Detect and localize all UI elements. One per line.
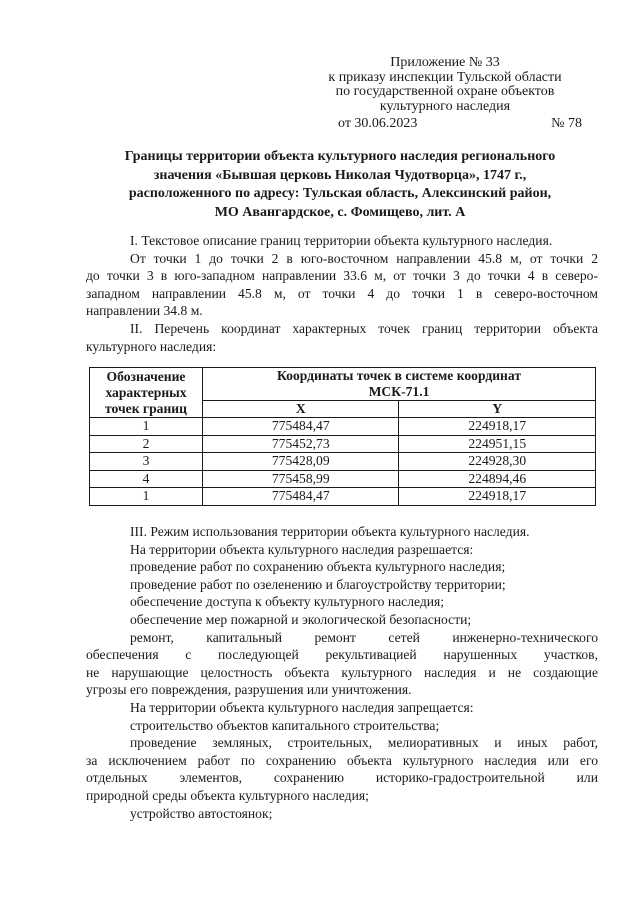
appendix-header xyxy=(300,56,590,114)
section-3 xyxy=(86,523,598,822)
cell-point: 2 xyxy=(90,435,203,453)
table-row xyxy=(90,470,596,488)
forbidden-item: устройство автостоянок; xyxy=(130,805,273,821)
document-title xyxy=(80,148,600,222)
section-1-line: западном направлении 45.8 м, от точки 4 до точки 1 в северо-восточном xyxy=(86,285,598,301)
header-text: Координаты точек в системе координат xyxy=(276,368,522,383)
header-text: точек границ xyxy=(105,400,187,416)
table-row xyxy=(90,418,596,436)
cell-y: 224951,15 xyxy=(399,435,596,453)
col-x-header: X xyxy=(203,401,399,418)
section-3-heading: III. Режим использования территории объекта культурного наследия. xyxy=(130,524,530,539)
table-row xyxy=(90,435,596,453)
cell-x: 775428,09 xyxy=(203,453,399,471)
section-1-line: направлении 34.8 м. xyxy=(86,303,203,319)
cell-y: 224928,30 xyxy=(399,453,596,471)
col-point-header xyxy=(90,368,203,418)
order-date-row xyxy=(338,116,582,132)
earthwork-line: проведение земляных, строительных, мелиоративных и иных работ, xyxy=(130,735,598,751)
earthwork-line: за исключением работ по сохранению объекта культурного наследия или его xyxy=(86,752,598,768)
earthwork-line: природной среды объекта культурного наследия; xyxy=(86,787,369,803)
allowed-intro: На территории объекта культурного наследия разрешается: xyxy=(130,541,474,557)
cell-x: 775458,99 xyxy=(203,470,399,488)
cell-y: 224894,46 xyxy=(399,470,596,488)
cell-point: 1 xyxy=(90,418,203,436)
cell-point: 4 xyxy=(90,470,203,488)
allowed-item: проведение работ по сохранению объекта культурного наследия; xyxy=(130,559,506,575)
cell-y: 224918,17 xyxy=(399,418,596,436)
section-1-line: до точки 3 в юго-западном направлении 33.6 м, от точки 3 до точки 4 в северо- xyxy=(86,268,598,284)
title-line: расположенного по адресу: Тульская область, Алексинский район, xyxy=(128,186,552,201)
allowed-item: проведение работ по озеленению и благоустройству территории; xyxy=(130,576,506,592)
section-1-line: От точки 1 до точки 2 в юго-восточном направлении 45.8 м, от точки 2 xyxy=(130,250,598,266)
repair-line: угрозы его повреждения, разрушения или уничтожения. xyxy=(86,682,412,698)
coordinates-table xyxy=(89,367,596,506)
title-line: МО Авангардское, с. Фомищево, лит. А xyxy=(214,204,466,220)
repair-line: ремонт, капитальный ремонт сетей инженерно-технического xyxy=(130,629,598,645)
forbidden-item: строительство объектов капитального строительства; xyxy=(130,717,440,733)
col-y-header: Y xyxy=(399,401,596,418)
section-2-heading-cont: культурного наследия: xyxy=(86,338,217,354)
header-text: МСК-71.1 xyxy=(368,384,430,399)
cell-point: 1 xyxy=(90,488,203,506)
section-1-heading: I. Текстовое описание границ территории объекта культурного наследия. xyxy=(130,233,553,248)
allowed-item: обеспечение доступа к объекту культурного наследия; xyxy=(130,594,445,610)
repair-line: обеспечения с последующей рекультивацией нарушенных участков, xyxy=(86,647,598,663)
earthwork-line: отдельных элементов, сохранению историко-градостроительной или xyxy=(86,770,598,786)
cell-x: 775484,47 xyxy=(203,488,399,506)
title-line: значения «Бывшая церковь Николая Чудотворца», 1747 г., xyxy=(153,167,527,183)
appendix-line: Приложение № 33 xyxy=(390,55,500,70)
repair-line: не нарушающие целостность объекта культурного наследия и не создающие xyxy=(86,664,598,680)
title-line: Границы территории объекта культурного наследия регионального xyxy=(124,149,556,164)
order-number: № 78 xyxy=(551,116,582,131)
section-1 xyxy=(86,232,598,355)
table-row xyxy=(90,488,596,506)
appendix-line: культурного наследия xyxy=(379,98,511,114)
header-text: характерных xyxy=(105,384,187,400)
appendix-line: к приказу инспекции Тульской области xyxy=(328,69,562,85)
coords-group-header xyxy=(203,368,596,401)
order-date: от 30.06.2023 xyxy=(338,116,418,131)
section-2-heading: II. Перечень координат характерных точек границ территории объекта xyxy=(130,320,598,336)
table-row xyxy=(90,453,596,471)
forbidden-intro: На территории объекта культурного наследия запрещается: xyxy=(130,699,474,715)
header-text: Обозначение xyxy=(106,368,186,384)
table-header-row xyxy=(90,368,596,401)
appendix-line: по государственной охране объектов xyxy=(335,84,555,99)
cell-point: 3 xyxy=(90,453,203,471)
cell-x: 775484,47 xyxy=(203,418,399,436)
allowed-item: обеспечение мер пожарной и экологической безопасности; xyxy=(130,611,472,627)
cell-x: 775452,73 xyxy=(203,435,399,453)
cell-y: 224918,17 xyxy=(399,488,596,506)
